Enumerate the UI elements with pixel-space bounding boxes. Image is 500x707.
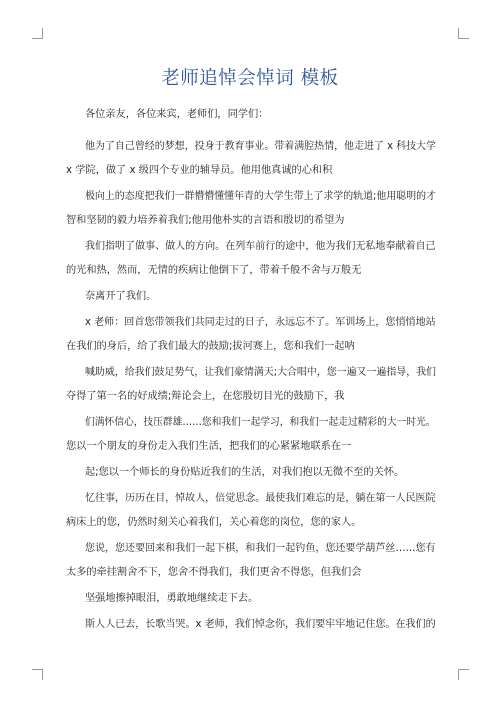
body-line: 坚强地擦掉眼泪，勇敢地继续走下去。 [85,593,259,604]
body-line: 奈离开了我们。 [85,291,157,302]
document-title: 老师追悼会悼词 模板 [161,68,339,89]
body-line: 起;您以一个师长的身份贴近我们的生活，对我们抱以无微不至的关怀。 [85,467,405,478]
crop-mark-bottom-left [32,669,43,680]
body-line: 各位亲友，各位来宾，老师们，同学们： [85,109,269,120]
body-line: 夺得了第一名的好成绩;辩论会上，在您殷切目光的鼓励下，我 [66,391,345,402]
body-line: 斯人人已去，长歌当哭。x 老师，我们悼念你，我们要牢牢地记住您。在我们的 [85,619,436,630]
body-line: x 学院，做了 x 级四个专业的辅导员。他用他真诚的心和积 [66,165,333,176]
body-line: 智和坚韧的毅力培养着我们;他用他朴实的言语和殷切的希望为 [66,215,345,226]
body-line: 极向上的态度把我们一群懵懵懂懂年青的大学生带上了求学的轨道;他用聪明的才 [85,191,436,202]
body-line: 您以一个朋友的身份走入我们生活，把我们的心紧紧地联系在一 [66,441,352,452]
crop-mark-top-right [458,28,469,39]
body-line: 您说，您还要回来和我们一起下棋，和我们一起钓鱼，您还要学葫芦丝……您有 [85,543,436,554]
body-line: 病床上的您，仍然时刻关心着我们，关心着您的岗位，您的家人。 [66,517,362,528]
crop-mark-bottom-right [458,669,469,680]
body-line: 太多的牵挂割舍不下，您舍不得我们，我们更舍不得您，但我们会 [66,567,362,578]
body-line: 在我们的身后，给了我们最大的鼓励;拔河赛上，您和我们一起呐 [66,341,355,352]
body-line: 忆往事，历历在目，悼故人，倍觉思念。最使我们难忘的是，躺在第一人民医院 [85,493,436,504]
body-line: 我们指明了做事、做人的方向。在列车前行的途中，他为我们无私地奉献着自己 [85,241,436,252]
crop-mark-top-left [32,28,43,39]
body-line: 喊助威，给我们鼓足势气，让我们豪情满天;大合唱中，您一遍又一遍指导，我们 [85,367,436,378]
body-line: x 老师：回首您带领我们共同走过的日子，永远忘不了。军训场上，您悄悄地站 [85,317,436,328]
body-line: 们满怀信心，技压群雄……您和我们一起学习，和我们一起走过精彩的大一时光。 [85,417,436,428]
body-line: 他为了自己曾经的梦想，投身于教育事业。带着满腔热情，他走进了 x 科技大学 [85,141,436,152]
body-line: 的光和热，然而，无情的疾病让他倒下了，带着千般不舍与万般无 [66,265,362,276]
